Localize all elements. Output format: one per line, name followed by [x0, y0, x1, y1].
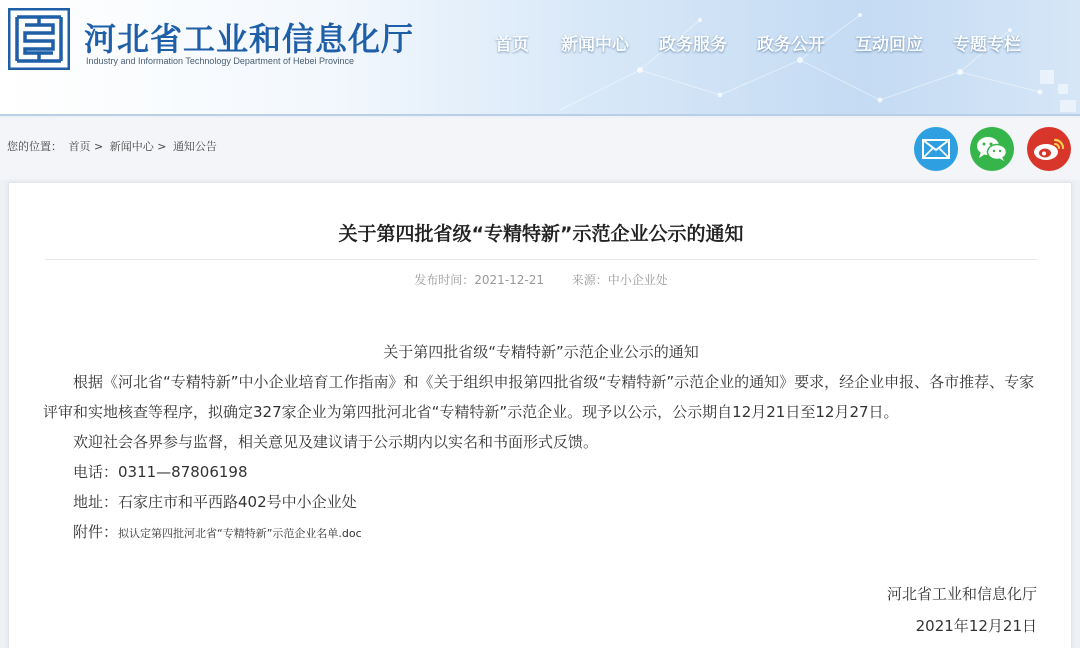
wechat-icon [976, 136, 1008, 162]
source-label: 来源： [571, 273, 608, 287]
weibo-icon [1033, 136, 1065, 162]
mail-icon [922, 139, 950, 159]
article-card [8, 182, 1072, 648]
site-header [0, 0, 1080, 116]
article-title: 关于第四批省级“专精特新”示范企业公示的通知 [338, 223, 744, 245]
nav-item-disclosure[interactable]: 政务公开 [757, 35, 825, 55]
publish-label: 发布时间： [414, 273, 475, 287]
share-wechat-button[interactable] [970, 127, 1014, 171]
attachment-label: 附件： [73, 523, 119, 541]
signature: 河北省工业和信息化厅 [886, 585, 1037, 603]
breadcrumb-prefix: 您的位置： [7, 140, 62, 153]
nav-item-home[interactable]: 首页 [495, 35, 529, 55]
breadcrumb-home[interactable]: 首页 [68, 140, 91, 153]
nav-item-services[interactable]: 政务服务 [659, 35, 727, 55]
breadcrumb-notices[interactable]: 通知公告 [172, 140, 217, 153]
publish-date: 2021-12-21 [474, 273, 545, 287]
main-nav [478, 30, 1036, 58]
body-paragraph-1: 根据《河北省“专精特新”中小企业培育工作指南》和《关于组织申报第四批省级“专精特新”示范企业的通知》要求，经企业申报、各市推荐、专家评审和实地核查等程序，拟确定327家企业为第四批河北省“专精特新”示范企业。现予以公示，公示期自12月21日至12月27日。 [43, 373, 1035, 421]
breadcrumb [7, 138, 217, 154]
body-title: 关于第四批省级“专精特新”示范企业公示的通知 [383, 343, 699, 361]
site-subtitle: Industry and Information Technology Department of Hebei Province [86, 56, 354, 66]
hebei-logo-icon [8, 8, 70, 70]
attachment-link[interactable]: 拟认定第四批河北省“专精特新”示范企业名单.doc [118, 527, 362, 540]
breadcrumb-news[interactable]: 新闻中心 [109, 140, 154, 153]
breadcrumb-separator: > [157, 140, 167, 153]
share-mail-button[interactable] [914, 127, 958, 171]
nav-item-interaction[interactable]: 互动回应 [855, 35, 923, 55]
body-paragraph-2: 欢迎社会各界参与监督，相关意见及建议请于公示期内以实名和书面形式反馈。 [73, 433, 599, 451]
site-title: 河北省工业和信息化厅 [84, 20, 415, 58]
nav-item-topics[interactable]: 专题专栏 [953, 35, 1021, 55]
breadcrumb-separator: > [94, 140, 104, 153]
share-weibo-button[interactable] [1027, 127, 1071, 171]
signature-date: 2021年12月21日 [915, 617, 1037, 635]
source-value: 中小企业处 [607, 273, 668, 287]
contact-address: 地址：石家庄市和平西路402号中小企业处 [73, 493, 357, 511]
article-meta [9, 271, 1073, 288]
contact-phone: 电话：0311—87806198 [73, 463, 248, 481]
article-body [43, 337, 1039, 549]
nav-item-news[interactable]: 新闻中心 [561, 35, 629, 55]
title-divider [45, 259, 1037, 260]
attachment-row [43, 517, 1039, 549]
